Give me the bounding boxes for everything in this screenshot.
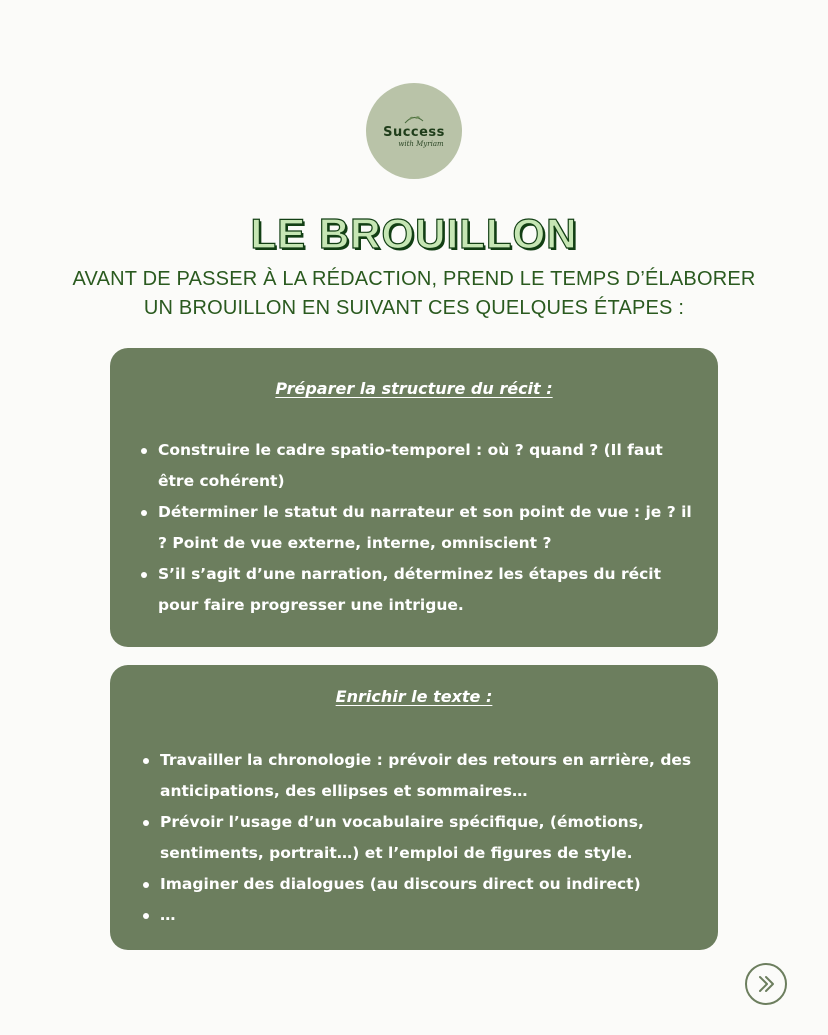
list-item: Déterminer le statut du narrateur et son point de vue : je ? il ? Point de vue externe, interne, omniscient ? (158, 497, 703, 559)
logo-badge (366, 83, 462, 179)
page-title: LE BROUILLON (250, 210, 578, 257)
logo-signature: with Myriam (398, 139, 444, 148)
page-subtitle: AVANT DE PASSER À LA RÉDACTION, PREND LE TEMPS D’ÉLABORER UN BROUILLON EN SUIVANT CES QUELQUES ÉTAPES : (72, 268, 756, 319)
section-title: Préparer la structure du récit : (275, 379, 553, 398)
section-card-enrichir (110, 665, 718, 950)
bullet-list (160, 745, 705, 931)
list-item: S’il s’agit d’une narration, déterminez les étapes du récit pour faire progresser une intrigue. (158, 559, 703, 621)
double-chevron-right-icon (755, 973, 777, 995)
bullet-list (158, 435, 703, 621)
section-title: Enrichir le texte : (335, 687, 493, 706)
list-item: … (160, 900, 705, 931)
list-item: Construire le cadre spatio-temporel : où ? quand ? (Il faut être cohérent) (158, 435, 703, 497)
list-item: Prévoir l’usage d’un vocabulaire spécifique, (émotions, sentiments, portrait…) et l’emploi de figures de style. (160, 807, 705, 869)
list-item: Imaginer des dialogues (au discours direct ou indirect) (160, 869, 705, 900)
leaf-icon (403, 115, 425, 125)
list-item: Travailler la chronologie : prévoir des retours en arrière, des anticipations, des ellipses et sommaires… (160, 745, 705, 807)
logo-brand-text: Success (383, 124, 445, 140)
next-button[interactable] (745, 963, 787, 1005)
section-card-structure (110, 348, 718, 647)
